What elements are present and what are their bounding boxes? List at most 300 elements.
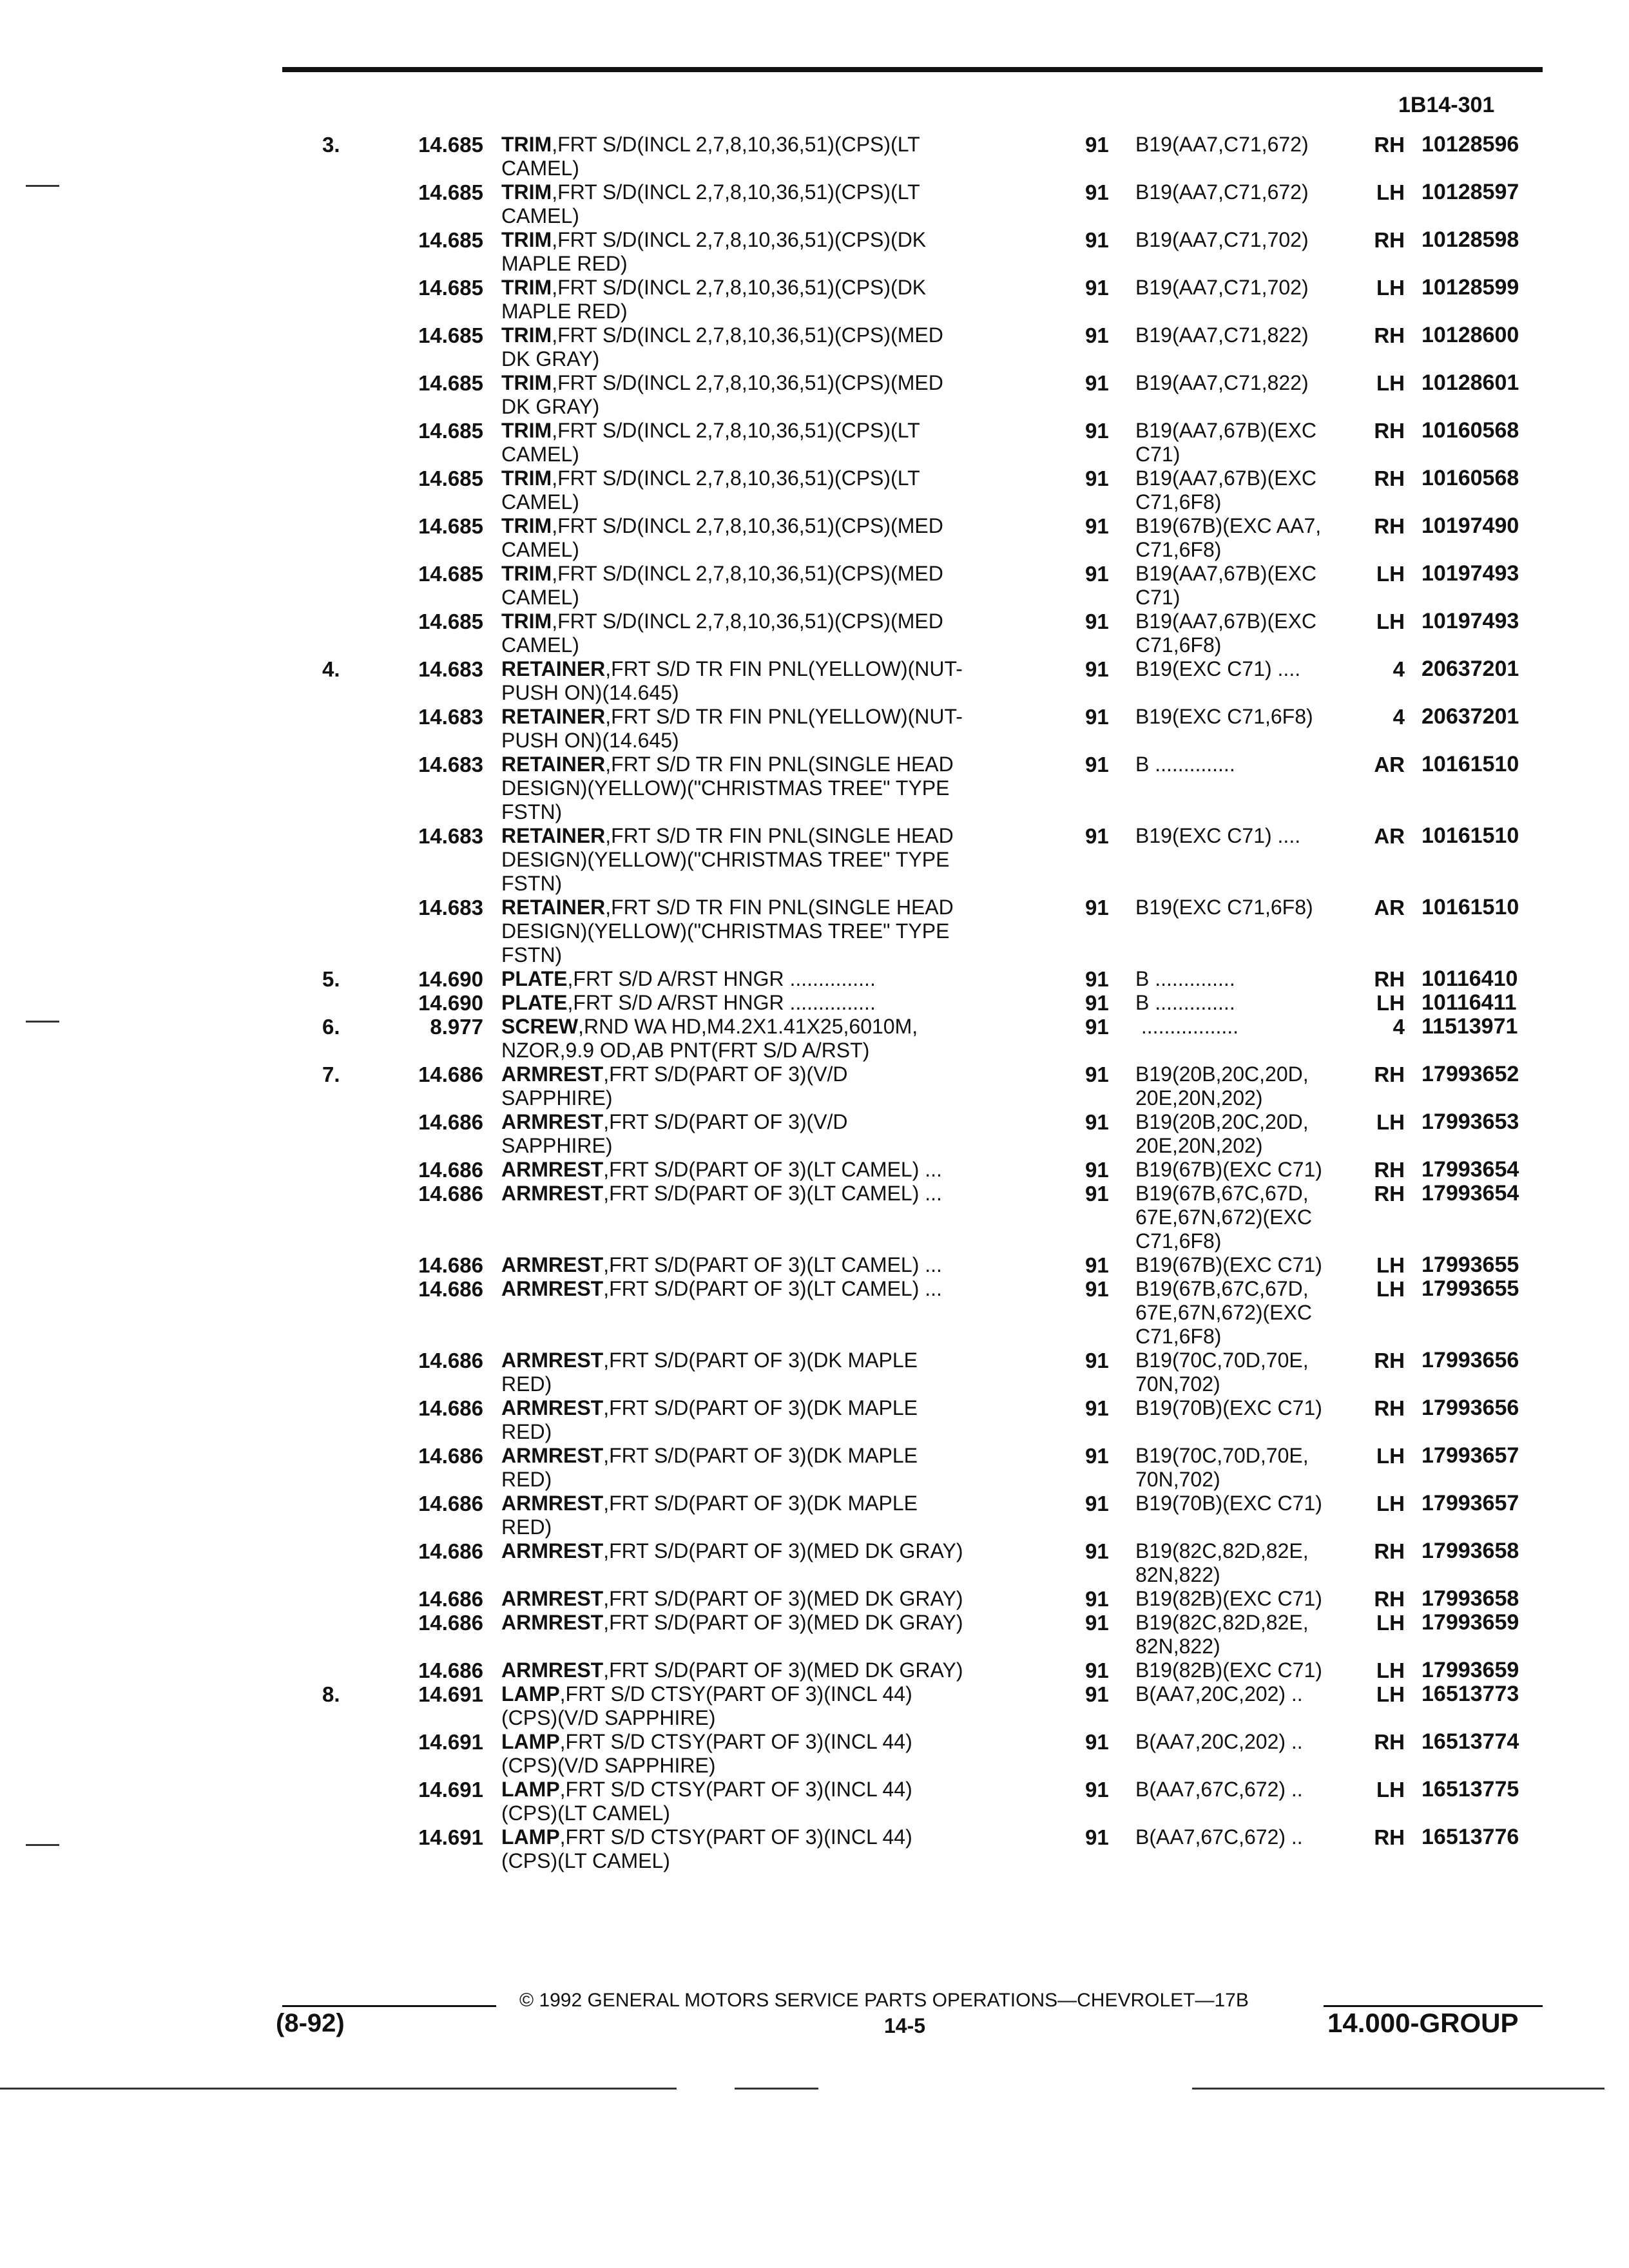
model-applicability: B19(82C,82D,82E, 82N,822): [1135, 1539, 1309, 1586]
part-name: ARMREST: [501, 1444, 604, 1467]
part-detail: ,FRT S/D(INCL 2,7,8,10,36,51)(CPS)(DK MAPLE RED): [501, 228, 927, 275]
part-description: [501, 967, 1043, 991]
quantity: LH: [1376, 1492, 1405, 1515]
model-year: 91: [1085, 371, 1109, 395]
part-number: 17993657: [1422, 1443, 1519, 1468]
group-number: 14.683: [418, 753, 483, 776]
model-year: 91: [1085, 1492, 1109, 1515]
ref-number: 4.: [322, 657, 340, 681]
part-number: 10128599: [1422, 275, 1519, 300]
model-applicability: B19(AA7,C71,672): [1135, 180, 1309, 204]
part-detail: ,FRT S/D(PART OF 3)(V/D SAPPHIRE): [501, 1062, 848, 1110]
part-description: [501, 1825, 1043, 1873]
ref-number: 8.: [322, 1682, 340, 1706]
part-detail: ,FRT S/D TR FIN PNL(SINGLE HEAD DESIGN)(YELLOW)("CHRISTMAS TREE" TYPE FSTN): [501, 824, 954, 895]
table-row: [0, 514, 1629, 562]
quantity: LH: [1376, 276, 1405, 300]
group-number: 14.685: [418, 228, 483, 252]
quantity: RH: [1374, 1349, 1405, 1372]
group-number: 14.691: [418, 1778, 483, 1802]
quantity: LH: [1376, 371, 1405, 395]
group-number: 14.683: [418, 657, 483, 681]
part-number: 17993654: [1422, 1181, 1519, 1206]
quantity: RH: [1374, 1825, 1405, 1849]
model-applicability: B19(EXC C71) ....: [1135, 657, 1301, 680]
part-description: [501, 705, 1043, 753]
part-description: [501, 1682, 1043, 1730]
quantity: 4: [1393, 657, 1405, 681]
model-year: 91: [1085, 1349, 1109, 1372]
table-row: [0, 896, 1629, 967]
table-row: [0, 276, 1629, 323]
model-year: 91: [1085, 228, 1109, 252]
part-description: [501, 1277, 1043, 1301]
model-applicability: B ..............: [1135, 967, 1235, 990]
part-detail: ,FRT S/D CTSY(PART OF 3)(INCL 44) (CPS)(V/D SAPPHIRE): [501, 1682, 912, 1729]
part-name: LAMP: [501, 1825, 560, 1849]
part-detail: ,FRT S/D(INCL 2,7,8,10,36,51)(CPS)(MED DK GRAY): [501, 371, 943, 418]
part-number: 17993655: [1422, 1276, 1519, 1301]
ref-number: 6.: [322, 1015, 340, 1039]
table-row: [0, 1253, 1629, 1277]
model-year: 91: [1085, 967, 1109, 991]
table-row: [0, 1396, 1629, 1444]
part-number: 17993658: [1422, 1539, 1519, 1563]
part-detail: ,FRT S/D(PART OF 3)(MED DK GRAY): [603, 1611, 963, 1634]
quantity: LH: [1376, 1110, 1405, 1134]
model-year: 91: [1085, 1396, 1109, 1420]
part-number: 16513775: [1422, 1777, 1519, 1802]
model-applicability: B19(AA7,67B)(EXC C71): [1135, 562, 1317, 609]
edge-line: [0, 2088, 677, 2090]
part-description: [501, 1587, 1043, 1611]
part-name: ARMREST: [501, 1658, 604, 1682]
part-description: [501, 896, 1043, 967]
part-description: [501, 1778, 1043, 1825]
part-detail: ,FRT S/D CTSY(PART OF 3)(INCL 44) (CPS)(V/D SAPPHIRE): [501, 1730, 912, 1777]
group-number: 14.690: [418, 991, 483, 1015]
part-description: [501, 657, 1043, 705]
part-name: TRIM: [501, 419, 552, 442]
table-row: [0, 228, 1629, 276]
quantity: AR: [1374, 896, 1405, 919]
part-description: [501, 1396, 1043, 1444]
part-number: 10128597: [1422, 180, 1519, 204]
part-name: LAMP: [501, 1778, 560, 1801]
table-row: [0, 419, 1629, 466]
quantity: LH: [1376, 1444, 1405, 1468]
part-number: 17993652: [1422, 1062, 1519, 1086]
model-applicability: B19(67B)(EXC C71): [1135, 1253, 1322, 1276]
part-description: [501, 1158, 1043, 1182]
group-number: 8.977: [430, 1015, 483, 1039]
quantity: RH: [1374, 228, 1405, 252]
group-number: 14.691: [418, 1730, 483, 1754]
group-number: 14.686: [418, 1182, 483, 1206]
part-detail: ,FRT S/D(PART OF 3)(DK MAPLE RED): [501, 1396, 918, 1443]
parts-list: [0, 133, 1629, 1873]
quantity: AR: [1374, 824, 1405, 848]
model-year: 91: [1085, 514, 1109, 538]
part-number: 10128600: [1422, 323, 1519, 347]
group-number: 14.686: [418, 1158, 483, 1182]
part-detail: ,FRT S/D(PART OF 3)(LT CAMEL) ...: [603, 1182, 942, 1205]
group-number: 14.685: [418, 466, 483, 490]
part-description: [501, 1182, 1043, 1206]
ref-number: 3.: [322, 133, 340, 157]
quantity: RH: [1374, 1396, 1405, 1420]
part-detail: ,FRT S/D TR FIN PNL(YELLOW)(NUT- PUSH ON)(14.645): [501, 657, 963, 704]
part-name: ARMREST: [501, 1062, 604, 1086]
table-row: [0, 1730, 1629, 1778]
part-detail: ,FRT S/D A/RST HNGR ...............: [567, 967, 876, 990]
model-year: 91: [1085, 1062, 1109, 1086]
table-row: [0, 1682, 1629, 1730]
part-name: RETAINER: [501, 705, 606, 728]
part-detail: ,FRT S/D(PART OF 3)(V/D SAPPHIRE): [501, 1110, 848, 1157]
part-name: TRIM: [501, 610, 552, 633]
table-row: [0, 657, 1629, 705]
part-number: 10197490: [1422, 514, 1519, 538]
part-detail: ,FRT S/D(PART OF 3)(LT CAMEL) ...: [603, 1277, 942, 1300]
part-description: [501, 371, 1043, 419]
part-detail: ,FRT S/D(PART OF 3)(DK MAPLE RED): [501, 1349, 918, 1396]
part-description: [501, 610, 1043, 657]
quantity: LH: [1376, 1277, 1405, 1301]
part-name: RETAINER: [501, 824, 606, 847]
part-name: ARMREST: [501, 1349, 604, 1372]
quantity: 4: [1393, 1015, 1405, 1039]
part-name: TRIM: [501, 133, 552, 156]
part-number: 10128601: [1422, 370, 1519, 395]
part-detail: ,FRT S/D(INCL 2,7,8,10,36,51)(CPS)(MED DK GRAY): [501, 323, 943, 370]
part-number: 17993659: [1422, 1610, 1519, 1635]
model-applicability: B19(EXC C71,6F8): [1135, 896, 1313, 919]
table-row: [0, 1277, 1629, 1349]
table-row: [0, 1110, 1629, 1158]
table-row: [0, 1539, 1629, 1587]
footer-rule-right: [1324, 2005, 1543, 2007]
model-applicability: B19(82B)(EXC C71): [1135, 1658, 1322, 1682]
part-description: [501, 514, 1043, 562]
model-year: 91: [1085, 1253, 1109, 1277]
group-number: 14.686: [418, 1658, 483, 1682]
table-row: [0, 1611, 1629, 1658]
quantity: 4: [1393, 705, 1405, 729]
model-year: 91: [1085, 657, 1109, 681]
model-year: 91: [1085, 1158, 1109, 1182]
table-row: [0, 1825, 1629, 1873]
model-applicability: B19(AA7,C71,822): [1135, 323, 1309, 347]
table-row: [0, 1062, 1629, 1110]
model-year: 91: [1085, 133, 1109, 157]
group-number: 14.686: [418, 1110, 483, 1134]
part-description: [501, 1349, 1043, 1396]
part-detail: ,FRT S/D(INCL 2,7,8,10,36,51)(CPS)(MED CAMEL): [501, 610, 943, 657]
quantity: LH: [1376, 610, 1405, 633]
quantity: RH: [1374, 1730, 1405, 1754]
group-number: 14.685: [418, 419, 483, 443]
model-applicability: B19(70C,70D,70E, 70N,702): [1135, 1444, 1309, 1491]
ref-number: 7.: [322, 1062, 340, 1086]
model-applicability: B ..............: [1135, 753, 1235, 776]
top-rule: [282, 67, 1543, 72]
part-number: 16513773: [1422, 1682, 1519, 1706]
model-year: 91: [1085, 1778, 1109, 1802]
table-row: [0, 562, 1629, 610]
part-detail: ,FRT S/D(PART OF 3)(DK MAPLE RED): [501, 1444, 918, 1491]
part-description: [501, 276, 1043, 323]
table-row: [0, 824, 1629, 896]
group-number: 14.686: [418, 1611, 483, 1635]
part-number: 10161510: [1422, 895, 1519, 919]
part-name: TRIM: [501, 323, 552, 347]
model-applicability: B19(70B)(EXC C71): [1135, 1396, 1322, 1419]
part-name: TRIM: [501, 562, 552, 585]
part-detail: ,FRT S/D TR FIN PNL(YELLOW)(NUT- PUSH ON)(14.645): [501, 705, 963, 752]
page-code: 1B14-301: [1398, 93, 1495, 117]
quantity: RH: [1374, 1587, 1405, 1611]
model-year: 91: [1085, 991, 1109, 1015]
part-number: 10161510: [1422, 823, 1519, 848]
model-year: 91: [1085, 323, 1109, 347]
part-name: ARMREST: [501, 1396, 604, 1419]
part-detail: ,FRT S/D(PART OF 3)(LT CAMEL) ...: [603, 1158, 942, 1181]
part-detail: ,FRT S/D(PART OF 3)(DK MAPLE RED): [501, 1492, 918, 1539]
table-row: [0, 371, 1629, 419]
group-number: 14.685: [418, 180, 483, 204]
part-number: 17993659: [1422, 1658, 1519, 1682]
quantity: LH: [1376, 991, 1405, 1015]
part-name: ARMREST: [501, 1611, 604, 1634]
part-name: TRIM: [501, 514, 552, 537]
part-description: [501, 466, 1043, 514]
part-description: [501, 1658, 1043, 1682]
table-row: [0, 705, 1629, 753]
quantity: RH: [1374, 466, 1405, 490]
model-year: 91: [1085, 1658, 1109, 1682]
part-number: 10128598: [1422, 227, 1519, 252]
model-applicability: B19(20B,20C,20D, 20E,20N,202): [1135, 1062, 1309, 1110]
group-number: 14.691: [418, 1682, 483, 1706]
part-name: ARMREST: [501, 1277, 604, 1300]
model-applicability: B19(EXC C71) ....: [1135, 824, 1301, 847]
part-detail: ,FRT S/D(PART OF 3)(MED DK GRAY): [603, 1658, 963, 1682]
part-description: [501, 1611, 1043, 1635]
quantity: LH: [1376, 180, 1405, 204]
group-number: 14.685: [418, 276, 483, 300]
model-applicability: B19(70B)(EXC C71): [1135, 1492, 1322, 1515]
table-row: [0, 323, 1629, 371]
part-number: 17993658: [1422, 1586, 1519, 1611]
model-applicability: B19(AA7,67B)(EXC C71,6F8): [1135, 466, 1317, 514]
part-name: TRIM: [501, 180, 552, 204]
part-name: PLATE: [501, 967, 568, 990]
part-number: 17993656: [1422, 1396, 1519, 1420]
part-name: ARMREST: [501, 1587, 604, 1610]
model-applicability: B(AA7,20C,202) ..: [1135, 1730, 1303, 1753]
part-description: [501, 1730, 1043, 1778]
part-detail: ,FRT S/D TR FIN PNL(SINGLE HEAD DESIGN)(YELLOW)("CHRISTMAS TREE" TYPE FSTN): [501, 753, 954, 823]
model-year: 91: [1085, 466, 1109, 490]
part-number: 10197493: [1422, 561, 1519, 586]
table-row: [0, 1587, 1629, 1611]
part-description: [501, 991, 1043, 1015]
part-detail: ,RND WA HD,M4.2X1.41X25,6010M, NZOR,9.9 OD,AB PNT(FRT S/D A/RST): [501, 1015, 918, 1062]
table-row: [0, 1015, 1629, 1062]
part-number: 10197493: [1422, 609, 1519, 633]
part-description: [501, 419, 1043, 466]
part-detail: ,FRT S/D(PART OF 3)(MED DK GRAY): [603, 1539, 963, 1562]
group-number: 14.691: [418, 1825, 483, 1849]
model-applicability: B19(67B,67C,67D, 67E,67N,672)(EXC C71,6F8): [1135, 1277, 1312, 1348]
group-number: 14.685: [418, 610, 483, 633]
model-year: 91: [1085, 1682, 1109, 1706]
margin-mark: [26, 185, 59, 187]
part-name: ARMREST: [501, 1158, 604, 1181]
model-year: 91: [1085, 610, 1109, 633]
copyright-notice: © 1992 GENERAL MOTORS SERVICE PARTS OPERATIONS—CHEVROLET—17B: [519, 1990, 1249, 2011]
part-number: 17993657: [1422, 1491, 1519, 1515]
part-number: 11513971: [1422, 1014, 1518, 1039]
quantity: LH: [1376, 1611, 1405, 1635]
model-applicability: B19(67B,67C,67D, 67E,67N,672)(EXC C71,6F8): [1135, 1182, 1312, 1253]
part-number: 10160568: [1422, 466, 1519, 490]
part-number: 20637201: [1422, 657, 1519, 681]
part-description: [501, 180, 1043, 228]
model-applicability: B ..............: [1135, 991, 1235, 1014]
group-number: 14.686: [418, 1396, 483, 1420]
model-year: 91: [1085, 753, 1109, 776]
table-row: [0, 991, 1629, 1015]
part-number: 16513776: [1422, 1825, 1519, 1849]
part-name: LAMP: [501, 1730, 560, 1753]
footer-rule-left: [282, 2005, 496, 2007]
model-applicability: B19(AA7,C71,702): [1135, 228, 1309, 251]
model-year: 91: [1085, 180, 1109, 204]
part-number: 17993655: [1422, 1253, 1519, 1277]
group-number: 14.686: [418, 1444, 483, 1468]
margin-mark: [26, 1844, 59, 1846]
quantity: RH: [1374, 133, 1405, 157]
part-number: 20637201: [1422, 704, 1519, 729]
part-description: [501, 1110, 1043, 1158]
part-name: ARMREST: [501, 1182, 604, 1205]
group-number: 14.685: [418, 371, 483, 395]
model-year: 91: [1085, 1587, 1109, 1611]
model-year: 91: [1085, 1539, 1109, 1563]
quantity: AR: [1374, 753, 1405, 776]
model-applicability: B(AA7,20C,202) ..: [1135, 1682, 1303, 1706]
table-row: [0, 133, 1629, 180]
quantity: RH: [1374, 967, 1405, 991]
table-row: [0, 610, 1629, 657]
quantity: RH: [1374, 1182, 1405, 1206]
model-year: 91: [1085, 896, 1109, 919]
part-number: 17993656: [1422, 1348, 1519, 1372]
part-description: [501, 753, 1043, 824]
group-number: 14.686: [418, 1492, 483, 1515]
model-applicability: B19(AA7,C71,672): [1135, 133, 1309, 156]
part-detail: ,FRT S/D(INCL 2,7,8,10,36,51)(CPS)(LT CAMEL): [501, 133, 920, 180]
part-detail: ,FRT S/D(PART OF 3)(LT CAMEL) ...: [603, 1253, 942, 1276]
quantity: RH: [1374, 1062, 1405, 1086]
edge-line: [1192, 2088, 1605, 2090]
model-year: 91: [1085, 1015, 1109, 1039]
part-description: [501, 323, 1043, 371]
part-name: ARMREST: [501, 1110, 604, 1133]
model-year: 91: [1085, 1444, 1109, 1468]
table-row: [0, 1444, 1629, 1492]
group-number: 14.686: [418, 1062, 483, 1086]
table-row: [0, 753, 1629, 824]
model-year: 91: [1085, 562, 1109, 586]
part-description: [501, 1015, 1043, 1062]
part-description: [501, 133, 1043, 180]
edge-line: [735, 2088, 818, 2090]
group-number: 14.686: [418, 1349, 483, 1372]
model-year: 91: [1085, 1730, 1109, 1754]
part-description: [501, 1062, 1043, 1110]
model-year: 91: [1085, 419, 1109, 443]
margin-mark: [26, 1021, 59, 1023]
model-year: 91: [1085, 705, 1109, 729]
part-detail: ,FRT S/D(INCL 2,7,8,10,36,51)(CPS)(MED CAMEL): [501, 514, 943, 561]
model-applicability: B19(20B,20C,20D, 20E,20N,202): [1135, 1110, 1309, 1157]
part-name: ARMREST: [501, 1539, 604, 1562]
part-description: [501, 228, 1043, 276]
quantity: RH: [1374, 1158, 1405, 1182]
model-applicability: B19(AA7,67B)(EXC C71): [1135, 419, 1317, 466]
table-row: [0, 180, 1629, 228]
part-name: ARMREST: [501, 1492, 604, 1515]
part-detail: ,FRT S/D TR FIN PNL(SINGLE HEAD DESIGN)(YELLOW)("CHRISTMAS TREE" TYPE FSTN): [501, 896, 954, 966]
model-year: 91: [1085, 1611, 1109, 1635]
group-number: 14.685: [418, 323, 483, 347]
model-applicability: B19(AA7,C71,822): [1135, 371, 1309, 394]
part-name: SCREW: [501, 1015, 579, 1038]
part-name: RETAINER: [501, 657, 606, 680]
model-year: 91: [1085, 1825, 1109, 1849]
model-applicability: B19(67B)(EXC C71): [1135, 1158, 1322, 1181]
part-description: [501, 1444, 1043, 1492]
model-applicability: B19(82B)(EXC C71): [1135, 1587, 1322, 1610]
part-detail: ,FRT S/D(INCL 2,7,8,10,36,51)(CPS)(LT CAMEL): [501, 466, 920, 514]
group-code: 14.000-GROUP: [1327, 2008, 1519, 2038]
table-row: [0, 1182, 1629, 1253]
part-name: TRIM: [501, 276, 552, 299]
quantity: LH: [1376, 1658, 1405, 1682]
group-number: 14.683: [418, 705, 483, 729]
quantity: RH: [1374, 419, 1405, 443]
quantity: LH: [1376, 1778, 1405, 1802]
group-number: 14.686: [418, 1277, 483, 1301]
part-number: 10116410: [1422, 966, 1518, 991]
part-name: TRIM: [501, 228, 552, 251]
model-applicability: B19(AA7,67B)(EXC C71,6F8): [1135, 610, 1317, 657]
table-row: [0, 1492, 1629, 1539]
model-applicability: B19(82C,82D,82E, 82N,822): [1135, 1611, 1309, 1658]
model-applicability: B19(EXC C71,6F8): [1135, 705, 1313, 728]
part-detail: ,FRT S/D A/RST HNGR ...............: [567, 991, 876, 1014]
part-name: TRIM: [501, 371, 552, 394]
model-applicability: B19(70C,70D,70E, 70N,702): [1135, 1349, 1309, 1396]
table-row: [0, 1158, 1629, 1182]
group-number: 14.690: [418, 967, 483, 991]
part-detail: ,FRT S/D(INCL 2,7,8,10,36,51)(CPS)(LT CAMEL): [501, 419, 920, 466]
quantity: RH: [1374, 514, 1405, 538]
part-number: 10116411: [1422, 990, 1517, 1015]
